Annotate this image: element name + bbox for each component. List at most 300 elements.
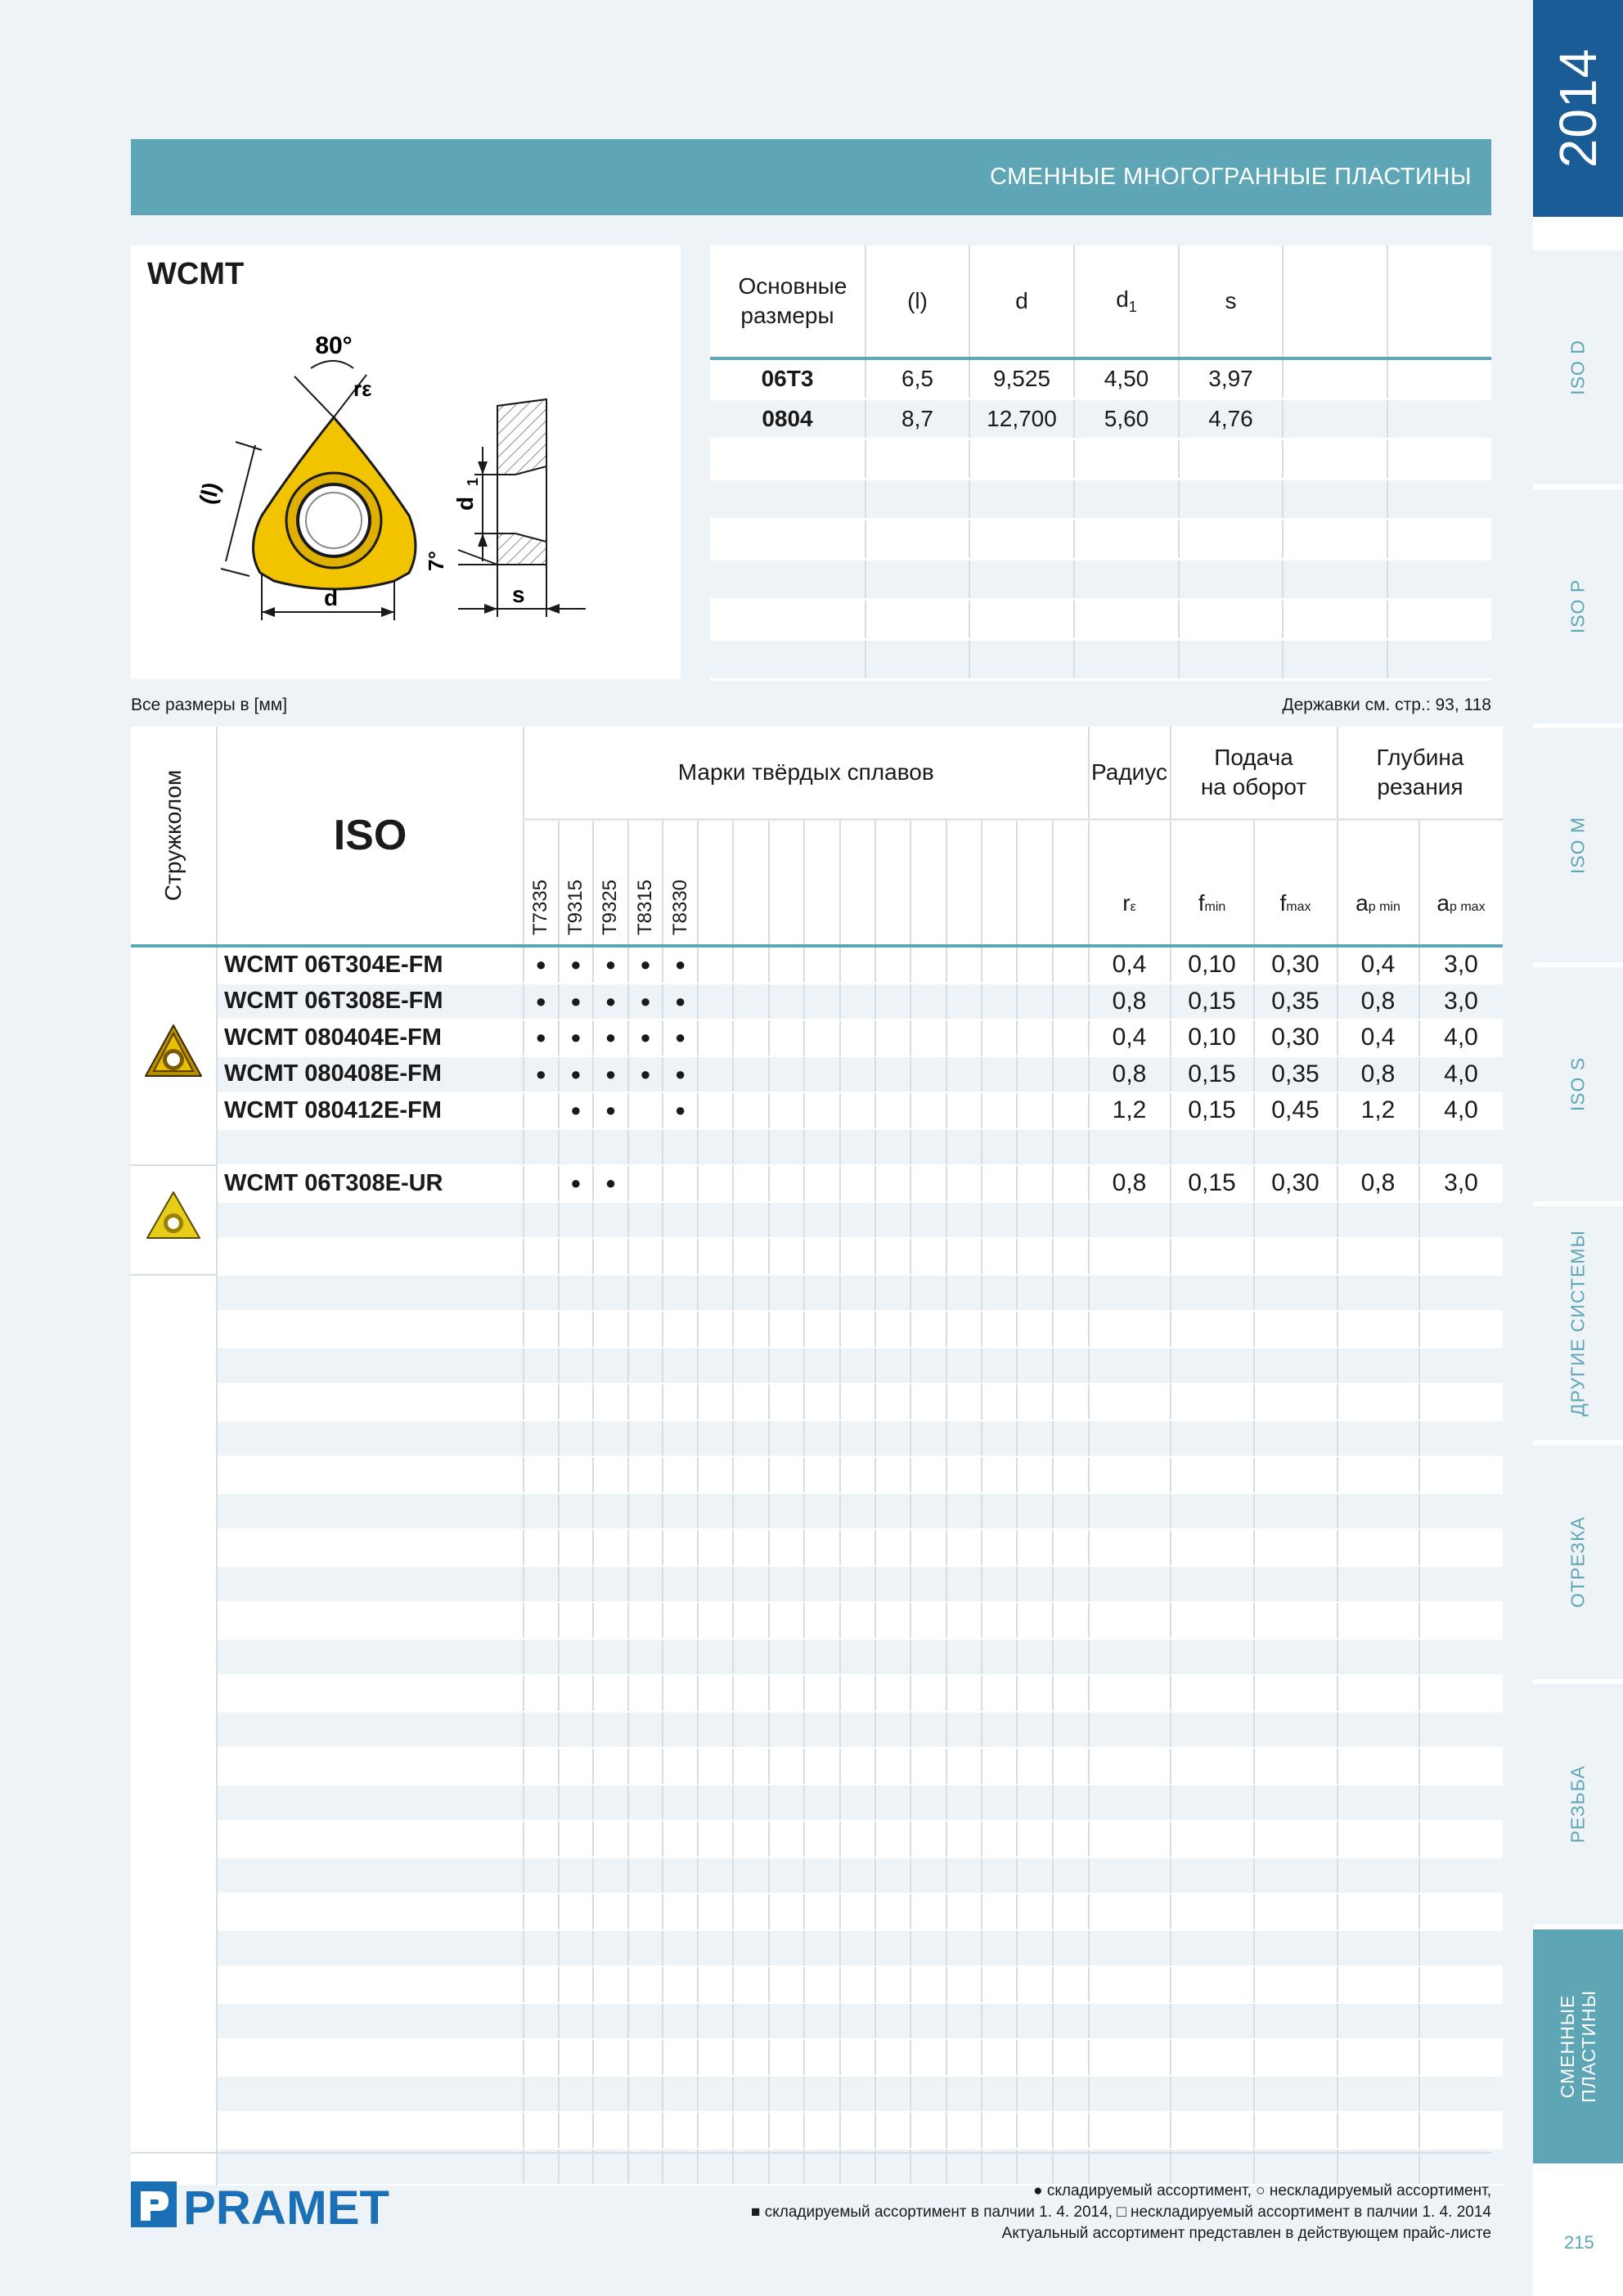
grade-availability-cell: ● xyxy=(593,1056,628,1093)
grade-availability-cell xyxy=(1053,2112,1089,2149)
iso-code-cell: WCMT 080408E-FM xyxy=(217,1056,524,1093)
param-cell-r xyxy=(1089,1857,1171,1894)
grade-availability-cell xyxy=(663,1165,698,1202)
grade-availability-cell xyxy=(524,1456,559,1493)
grade-availability-cell: ● xyxy=(593,984,628,1020)
iso-header xyxy=(217,727,524,946)
grade-availability-cell xyxy=(910,1675,946,1712)
grade-availability-cell xyxy=(804,1275,839,1312)
param-cell-r: 0,8 xyxy=(1089,1165,1171,1202)
param-cell-apmin: 0,8 xyxy=(1338,1056,1419,1093)
param-cell-apmax: 3,0 xyxy=(1419,1165,1503,1202)
param-cell-r xyxy=(1089,1348,1171,1384)
grade-header xyxy=(946,820,982,947)
table-row xyxy=(131,1930,1503,1967)
param-cell-fmax xyxy=(1254,1384,1338,1420)
grade-availability-cell xyxy=(804,1056,839,1093)
grade-availability-cell xyxy=(946,1238,982,1275)
param-cell-fmin xyxy=(1171,1493,1254,1530)
tab-threading[interactable] xyxy=(1533,1679,1623,1925)
grade-header-text: T8330 xyxy=(668,879,691,935)
grade-availability-cell xyxy=(840,1202,875,1239)
grade-availability-cell xyxy=(663,2149,698,2186)
param-cell-fmin xyxy=(1171,1930,1254,1967)
iso-code-cell: WCMT 080404E-FM xyxy=(217,1020,524,1056)
table-row xyxy=(131,2003,1503,2040)
param-cell-fmax xyxy=(1254,1456,1338,1493)
grade-availability-cell xyxy=(628,2112,663,2149)
grade-availability-cell xyxy=(946,1348,982,1384)
grade-availability-cell xyxy=(593,1566,628,1603)
grade-availability-cell xyxy=(875,1238,910,1275)
param-cell-apmax xyxy=(1419,1785,1503,1821)
grade-availability-cell xyxy=(910,2039,946,2076)
param-cell-apmax xyxy=(1419,1930,1503,1967)
grade-availability-cell xyxy=(1017,1675,1052,1712)
grade-availability-cell xyxy=(698,1566,733,1603)
dim-header-d1-sub: 1 xyxy=(1128,299,1137,315)
grade-availability-cell xyxy=(593,1785,628,1821)
grade-availability-cell xyxy=(524,1529,559,1566)
grade-availability-cell xyxy=(663,2112,698,2149)
grade-availability-cell xyxy=(769,1566,804,1603)
grade-availability-cell xyxy=(804,1238,839,1275)
grade-availability-cell xyxy=(875,2003,910,2040)
grade-availability-cell xyxy=(628,1857,663,1894)
grade-availability-cell xyxy=(733,2112,768,2149)
grade-availability-cell xyxy=(559,2003,594,2040)
grade-availability-cell xyxy=(1017,1893,1052,1930)
grade-availability-cell xyxy=(1017,1384,1052,1420)
param-cell-fmax xyxy=(1254,1712,1338,1749)
grade-availability-cell xyxy=(1053,1165,1089,1202)
param-cell-fmin: 0,15 xyxy=(1171,1165,1254,1202)
insert-diagram xyxy=(131,245,681,679)
grade-availability-cell xyxy=(769,1821,804,1857)
grade-availability-cell xyxy=(804,1493,839,1530)
grade-availability-cell xyxy=(769,1893,804,1930)
grade-availability-cell xyxy=(559,1529,594,1566)
grade-availability-cell xyxy=(559,1275,594,1312)
iso-code-cell xyxy=(217,1675,524,1712)
grade-availability-cell xyxy=(593,2039,628,2076)
chipbreaker-header-text: Стружколом xyxy=(160,769,186,902)
grade-header xyxy=(1053,820,1089,947)
grade-availability-cell xyxy=(559,1456,594,1493)
grade-availability-cell xyxy=(698,1311,733,1348)
dim-cell xyxy=(1387,600,1491,640)
grade-availability-cell xyxy=(559,1420,594,1457)
table-row xyxy=(131,1056,1503,1093)
param-cell-r xyxy=(1089,1493,1171,1530)
grade-availability-cell xyxy=(698,1275,733,1312)
grade-availability-cell xyxy=(524,2003,559,2040)
tab-label: ISO P xyxy=(1567,579,1589,634)
grade-availability-cell xyxy=(733,1348,768,1384)
tab-inserts[interactable] xyxy=(1533,1925,1623,2163)
param-cell-fmax xyxy=(1254,1566,1338,1603)
grade-availability-cell xyxy=(840,1348,875,1384)
chipbreaker-header xyxy=(131,727,217,946)
param-cell-fmax: 0,45 xyxy=(1254,1092,1338,1129)
table-row xyxy=(131,2112,1503,2149)
param-header-subscript: p max xyxy=(1450,900,1486,914)
param-cell-fmin xyxy=(1171,1966,1254,2003)
grade-availability-cell xyxy=(875,1493,910,1530)
grade-availability-cell xyxy=(733,1493,768,1530)
iso-code-cell xyxy=(217,1275,524,1312)
grade-availability-cell xyxy=(982,946,1017,984)
iso-code-cell xyxy=(217,1821,524,1857)
dim-cell xyxy=(969,640,1074,680)
grade-availability-cell xyxy=(769,1348,804,1384)
grade-availability-cell xyxy=(769,1092,804,1129)
grade-availability-cell xyxy=(1053,1348,1089,1384)
param-cell-apmax xyxy=(1419,2112,1503,2149)
dim-cell xyxy=(1387,520,1491,560)
grade-availability-cell xyxy=(628,1712,663,1749)
grade-availability-cell xyxy=(628,1456,663,1493)
param-cell-apmax xyxy=(1419,1456,1503,1493)
grade-availability-cell xyxy=(804,1020,839,1056)
grade-availability-cell xyxy=(804,1785,839,1821)
grade-availability-cell xyxy=(698,2003,733,2040)
param-cell-fmax: 0,30 xyxy=(1254,1020,1338,1056)
param-cell-apmax xyxy=(1419,1966,1503,2003)
table-row xyxy=(131,1529,1503,1566)
tab-label-line: ПЛАСТИНЫ xyxy=(1578,1990,1599,2103)
grade-availability-cell xyxy=(593,1129,628,1166)
grade-availability-cell xyxy=(559,1748,594,1785)
grade-availability-cell xyxy=(593,1202,628,1239)
table-row xyxy=(131,2039,1503,2076)
grade-availability-cell xyxy=(769,1712,804,1749)
grade-availability-cell xyxy=(1053,2003,1089,2040)
dim-cell xyxy=(1179,600,1283,640)
grade-availability-cell xyxy=(982,1821,1017,1857)
table-bottom-rule xyxy=(131,2152,1491,2154)
param-cell-fmin xyxy=(1171,2149,1254,2186)
param-cell-r xyxy=(1089,1420,1171,1457)
param-cell-apmax xyxy=(1419,1675,1503,1712)
param-cell-fmin xyxy=(1171,1857,1254,1894)
grade-availability-cell xyxy=(663,1966,698,2003)
grade-availability-cell: ● xyxy=(593,1020,628,1056)
grade-availability-cell xyxy=(593,1420,628,1457)
grade-availability-cell: ● xyxy=(524,1056,559,1093)
tab-iso-p[interactable] xyxy=(1533,484,1623,723)
grade-availability-cell xyxy=(628,1238,663,1275)
grade-availability-cell xyxy=(769,1529,804,1566)
grade-availability-cell xyxy=(1017,1639,1052,1676)
grade-availability-cell xyxy=(524,1785,559,1821)
grade-availability-cell xyxy=(663,1456,698,1493)
grade-availability-cell xyxy=(733,2003,768,2040)
iso-code-cell xyxy=(217,1639,524,1676)
grade-availability-cell xyxy=(946,1712,982,1749)
grade-availability-cell xyxy=(875,1748,910,1785)
grade-availability-cell xyxy=(698,946,733,984)
grade-header xyxy=(663,820,698,947)
grade-availability-cell xyxy=(733,1857,768,1894)
param-cell-r xyxy=(1089,1602,1171,1639)
param-cell-fmax: 0,30 xyxy=(1254,946,1338,984)
grade-availability-cell xyxy=(524,1639,559,1676)
grade-availability-cell xyxy=(946,1966,982,2003)
grade-availability-cell xyxy=(769,1056,804,1093)
grade-availability-cell xyxy=(946,1456,982,1493)
grade-availability-cell xyxy=(663,1893,698,1930)
inserts-table xyxy=(131,727,1503,2186)
grade-availability-cell xyxy=(593,1529,628,1566)
table-row xyxy=(131,1821,1503,1857)
iso-code-cell xyxy=(217,1384,524,1420)
grade-availability-cell xyxy=(875,1566,910,1603)
grade-availability-cell xyxy=(769,1165,804,1202)
grade-availability-cell xyxy=(946,2076,982,2113)
grade-availability-cell xyxy=(593,1930,628,1967)
param-header-symbol: r xyxy=(1122,890,1131,916)
grade-availability-cell xyxy=(910,1384,946,1420)
tab-other-systems[interactable] xyxy=(1533,1201,1623,1440)
grade-availability-cell xyxy=(946,1785,982,1821)
dim-cell xyxy=(710,600,865,640)
grade-availability-cell xyxy=(1017,1092,1052,1129)
dim-cell xyxy=(1074,479,1179,520)
param-cell-r xyxy=(1089,1712,1171,1749)
grade-availability-cell xyxy=(628,1420,663,1457)
tab-iso-m[interactable] xyxy=(1533,723,1623,962)
grade-availability-cell xyxy=(628,2076,663,2113)
iso-code-cell xyxy=(217,2112,524,2149)
grade-availability-cell xyxy=(840,1930,875,1967)
table-row xyxy=(131,1092,1503,1129)
param-header-subscript: p min xyxy=(1368,900,1400,914)
grade-availability-cell xyxy=(593,1857,628,1894)
grade-availability-cell xyxy=(804,1930,839,1967)
grade-availability-cell xyxy=(1053,984,1089,1020)
table-row xyxy=(131,1420,1503,1457)
param-cell-fmin xyxy=(1171,1420,1254,1457)
grade-availability-cell xyxy=(559,1238,594,1275)
grade-availability-cell xyxy=(875,1275,910,1312)
grade-availability-cell xyxy=(524,1348,559,1384)
grade-availability-cell xyxy=(663,1602,698,1639)
dim-cell: 6,5 xyxy=(865,358,969,399)
grade-availability-cell xyxy=(875,1602,910,1639)
table-row xyxy=(131,2076,1503,2113)
param-cell-r: 0,4 xyxy=(1089,1020,1171,1056)
grade-availability-cell xyxy=(593,1712,628,1749)
grade-availability-cell xyxy=(628,1966,663,2003)
param-cell-apmin: 0,4 xyxy=(1338,1020,1419,1056)
grade-availability-cell xyxy=(1017,1493,1052,1530)
grade-availability-cell xyxy=(1017,2112,1052,2149)
grade-availability-cell xyxy=(910,1493,946,1530)
tab-iso-s[interactable] xyxy=(1533,962,1623,1201)
grade-availability-cell xyxy=(982,1748,1017,1785)
param-cell-apmin xyxy=(1338,1456,1419,1493)
iso-code-cell xyxy=(217,2039,524,2076)
grade-availability-cell xyxy=(804,1966,839,2003)
grade-availability-cell xyxy=(1053,1020,1089,1056)
grade-availability-cell xyxy=(698,1165,733,1202)
grade-availability-cell: ● xyxy=(663,946,698,984)
grade-availability-cell xyxy=(769,1857,804,1894)
grade-availability-cell xyxy=(1053,1384,1089,1420)
grade-availability-cell xyxy=(769,1275,804,1312)
param-cell-apmin xyxy=(1338,2112,1419,2149)
grade-availability-cell xyxy=(559,1821,594,1857)
grade-availability-cell xyxy=(946,2003,982,2040)
grade-availability-cell xyxy=(628,1602,663,1639)
grade-availability-cell xyxy=(840,1165,875,1202)
param-cell-r xyxy=(1089,2039,1171,2076)
param-cell-fmax xyxy=(1254,1529,1338,1566)
grade-availability-cell xyxy=(982,1857,1017,1894)
grade-availability-cell: ● xyxy=(628,946,663,984)
dim-cell xyxy=(969,479,1074,520)
grade-availability-cell xyxy=(910,1020,946,1056)
grade-availability-cell xyxy=(910,1930,946,1967)
grade-availability-cell xyxy=(524,1930,559,1967)
grade-availability-cell: ● xyxy=(559,1056,594,1093)
dim-cell xyxy=(1179,640,1283,680)
grade-availability-cell xyxy=(804,1893,839,1930)
dim-cell xyxy=(1179,479,1283,520)
grade-availability-cell xyxy=(910,1456,946,1493)
grade-availability-cell xyxy=(982,1275,1017,1312)
grade-availability-cell xyxy=(840,946,875,984)
param-header-symbol: a xyxy=(1436,890,1450,916)
grade-availability-cell xyxy=(769,2149,804,2186)
grade-availability-cell xyxy=(946,2039,982,2076)
param-cell-apmin xyxy=(1338,1493,1419,1530)
grade-availability-cell: ● xyxy=(663,1092,698,1129)
pramet-logo[interactable] xyxy=(131,2180,393,2229)
grade-availability-cell xyxy=(1053,1566,1089,1603)
dim-cell: 5,60 xyxy=(1074,399,1179,439)
grade-availability-cell xyxy=(559,2149,594,2186)
grade-availability-cell xyxy=(1053,1202,1089,1239)
param-header-fmin xyxy=(1171,820,1254,947)
param-header-apmin xyxy=(1338,820,1419,947)
param-header-symbol: f xyxy=(1198,890,1205,916)
grade-availability-cell xyxy=(698,1930,733,1967)
param-cell-apmin xyxy=(1338,1857,1419,1894)
grade-availability-cell xyxy=(982,2003,1017,2040)
grade-availability-cell xyxy=(698,2149,733,2186)
dim-cell: 4,50 xyxy=(1074,358,1179,399)
grade-availability-cell xyxy=(698,1857,733,1894)
param-cell-fmin xyxy=(1171,1675,1254,1712)
iso-code-cell xyxy=(217,1202,524,1239)
table-row xyxy=(131,1675,1503,1712)
param-cell-apmin xyxy=(1338,1129,1419,1166)
grade-availability-cell xyxy=(804,2076,839,2113)
dim-cell xyxy=(1387,439,1491,479)
grade-availability-cell xyxy=(769,1420,804,1457)
iso-code-cell xyxy=(217,1893,524,1930)
grade-availability-cell: ● xyxy=(524,984,559,1020)
grade-availability-cell xyxy=(804,946,839,984)
grade-availability-cell: ● xyxy=(663,1020,698,1056)
param-cell-fmax xyxy=(1254,1420,1338,1457)
grade-availability-cell xyxy=(804,1821,839,1857)
dim-cell: 3,97 xyxy=(1179,358,1283,399)
grade-availability-cell xyxy=(875,1966,910,2003)
grade-availability-cell xyxy=(663,1311,698,1348)
grade-availability-cell xyxy=(628,1202,663,1239)
grade-availability-cell xyxy=(840,1821,875,1857)
grade-availability-cell xyxy=(875,1639,910,1676)
iso-code-cell: WCMT 06T304E-FM xyxy=(217,946,524,984)
grade-availability-cell xyxy=(628,2003,663,2040)
grade-availability-cell xyxy=(733,1712,768,1749)
grade-availability-cell xyxy=(804,1202,839,1239)
param-cell-apmax xyxy=(1419,1275,1503,1312)
tab-iso-d[interactable] xyxy=(1533,245,1623,484)
grade-availability-cell xyxy=(559,1712,594,1749)
grade-availability-cell: ● xyxy=(593,946,628,984)
grade-availability-cell xyxy=(663,1238,698,1275)
table-row xyxy=(131,1785,1503,1821)
chipbreaker-cell xyxy=(131,1165,217,1275)
grade-availability-cell xyxy=(875,1821,910,1857)
grade-availability-cell xyxy=(910,2003,946,2040)
grade-availability-cell xyxy=(910,1893,946,1930)
grade-availability-cell xyxy=(733,1930,768,1967)
grade-availability-cell xyxy=(663,1493,698,1530)
dim-cell xyxy=(969,520,1074,560)
tab-parting[interactable] xyxy=(1533,1440,1623,1679)
param-cell-apmin xyxy=(1338,2076,1419,2113)
grade-availability-cell xyxy=(593,1602,628,1639)
grade-availability-cell xyxy=(524,1092,559,1129)
legend-line: ● складируемый ассортимент, ○ нескладируемый ассортимент, xyxy=(1033,2182,1491,2199)
param-cell-apmax xyxy=(1419,2003,1503,2040)
grade-availability-cell xyxy=(982,1384,1017,1420)
grade-availability-cell xyxy=(769,1238,804,1275)
grade-availability-cell xyxy=(982,1785,1017,1821)
param-cell-fmin xyxy=(1171,2112,1254,2149)
grade-availability-cell xyxy=(875,1202,910,1239)
grade-header xyxy=(1017,820,1052,947)
grade-availability-cell xyxy=(946,1056,982,1093)
dim-header-d: d xyxy=(969,245,1074,358)
grade-availability-cell xyxy=(524,1675,559,1712)
grade-availability-cell xyxy=(982,1566,1017,1603)
grade-availability-cell xyxy=(559,1566,594,1603)
param-cell-apmin: 0,8 xyxy=(1338,984,1419,1020)
grade-availability-cell xyxy=(910,1348,946,1384)
grade-availability-cell xyxy=(946,1129,982,1166)
grade-availability-cell xyxy=(946,984,982,1020)
table-row xyxy=(131,1857,1503,1894)
dim-header-s: s xyxy=(1179,245,1283,358)
grade-availability-cell xyxy=(698,1202,733,1239)
grade-availability-cell xyxy=(769,2112,804,2149)
iso-code-cell: WCMT 06T308E-FM xyxy=(217,984,524,1020)
param-cell-apmax xyxy=(1419,1893,1503,1930)
s-text: s xyxy=(512,582,525,607)
grade-availability-cell xyxy=(875,1893,910,1930)
param-cell-apmax xyxy=(1419,1348,1503,1384)
dim-cell xyxy=(865,479,969,520)
iso-code-cell xyxy=(217,1348,524,1384)
grade-availability-cell xyxy=(982,1311,1017,1348)
grade-availability-cell xyxy=(946,1639,982,1676)
